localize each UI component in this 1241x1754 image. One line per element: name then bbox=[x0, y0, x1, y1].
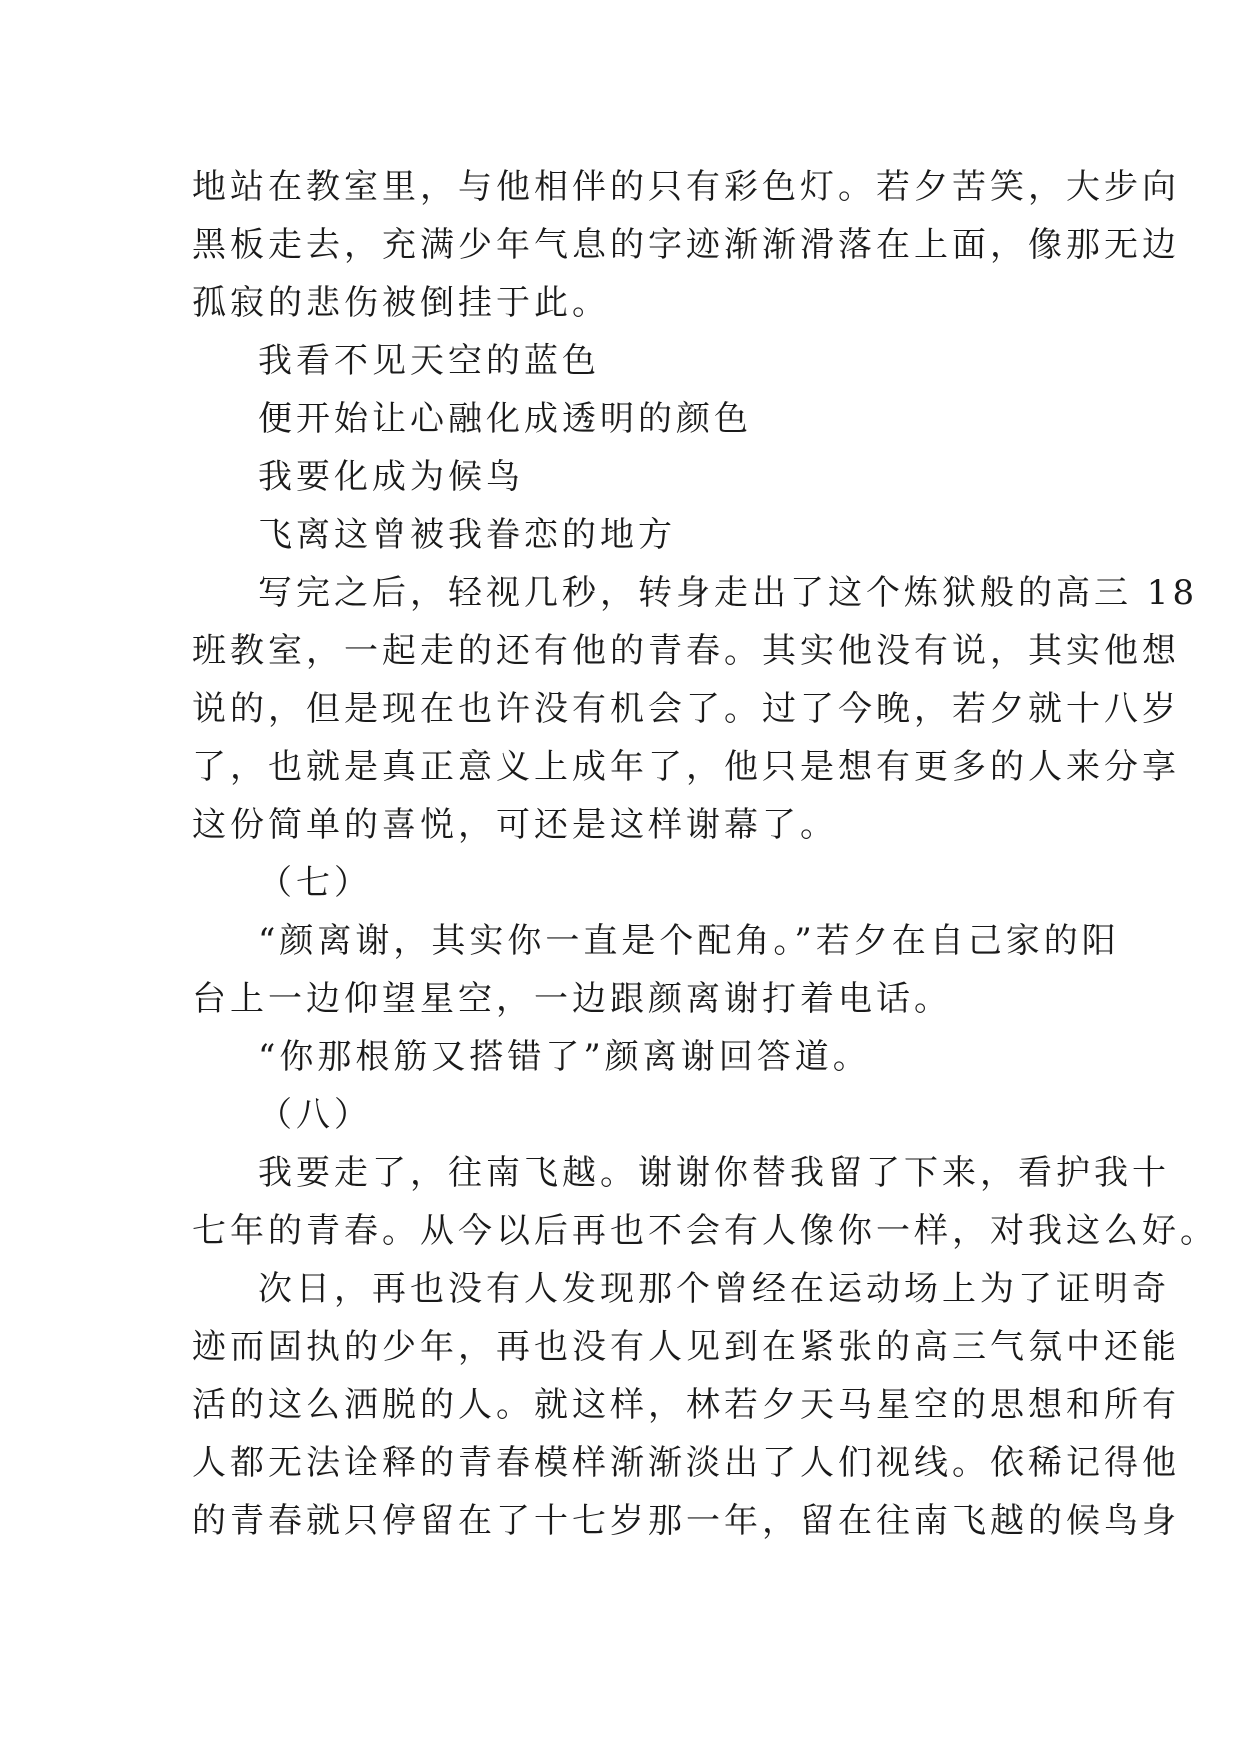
text-line: 的青春就只停留在了十七岁那一年，留在往南飞越的候鸟身 bbox=[192, 1501, 1180, 1541]
poem-line: 我要化成为候鸟 bbox=[258, 457, 524, 497]
text-line: 孤寂的悲伤被倒挂于此。 bbox=[192, 283, 610, 323]
text-line: 人都无法诠释的青春模样渐渐淡出了人们视线。依稀记得他 bbox=[192, 1443, 1180, 1483]
text-line: 迹而固执的少年，再也没有人见到在紧张的高三气氛中还能 bbox=[192, 1327, 1180, 1367]
text-line: 台上一边仰望星空，一边跟颜离谢打着电话。 bbox=[192, 979, 952, 1019]
text-line: 黑板走去，充满少年气息的字迹渐渐滑落在上面，像那无边 bbox=[192, 225, 1180, 265]
section-heading: （八） bbox=[258, 1095, 372, 1135]
text-line: 我要走了，往南飞越。谢谢你替我留了下来，看护我十 bbox=[258, 1153, 1170, 1193]
text-line: “颜离谢，其实你一直是个配角。”若夕在自己家的阳 bbox=[258, 921, 1120, 961]
text-line: 写完之后，轻视几秒，转身走出了这个炼狱般的高三 18 bbox=[258, 573, 1199, 613]
poem-line: 我看不见天空的蓝色 bbox=[258, 341, 600, 381]
poem-line: 便开始让心融化成透明的颜色 bbox=[258, 399, 752, 439]
text-line: 七年的青春。从今以后再也不会有人像你一样，对我这么好。 bbox=[192, 1211, 1218, 1251]
text-line: 班教室，一起走的还有他的青春。其实他没有说，其实他想 bbox=[192, 631, 1180, 671]
text-line: “你那根筋又搭错了”颜离谢回答道。 bbox=[258, 1037, 871, 1077]
poem-line: 飞离这曾被我眷恋的地方 bbox=[258, 515, 676, 555]
text-line: 地站在教室里，与他相伴的只有彩色灯。若夕苦笑，大步向 bbox=[192, 167, 1180, 207]
text-line: 了，也就是真正意义上成年了，他只是想有更多的人来分享 bbox=[192, 747, 1180, 787]
text-line: 说的，但是现在也许没有机会了。过了今晚，若夕就十八岁 bbox=[192, 689, 1180, 729]
text-line: 次日，再也没有人发现那个曾经在运动场上为了证明奇 bbox=[258, 1269, 1170, 1309]
section-heading: （七） bbox=[258, 863, 372, 903]
text-line: 活的这么洒脱的人。就这样，林若夕天马星空的思想和所有 bbox=[192, 1385, 1180, 1425]
body-text bbox=[192, 158, 1218, 1550]
text-line: 这份简单的喜悦，可还是这样谢幕了。 bbox=[192, 805, 838, 845]
